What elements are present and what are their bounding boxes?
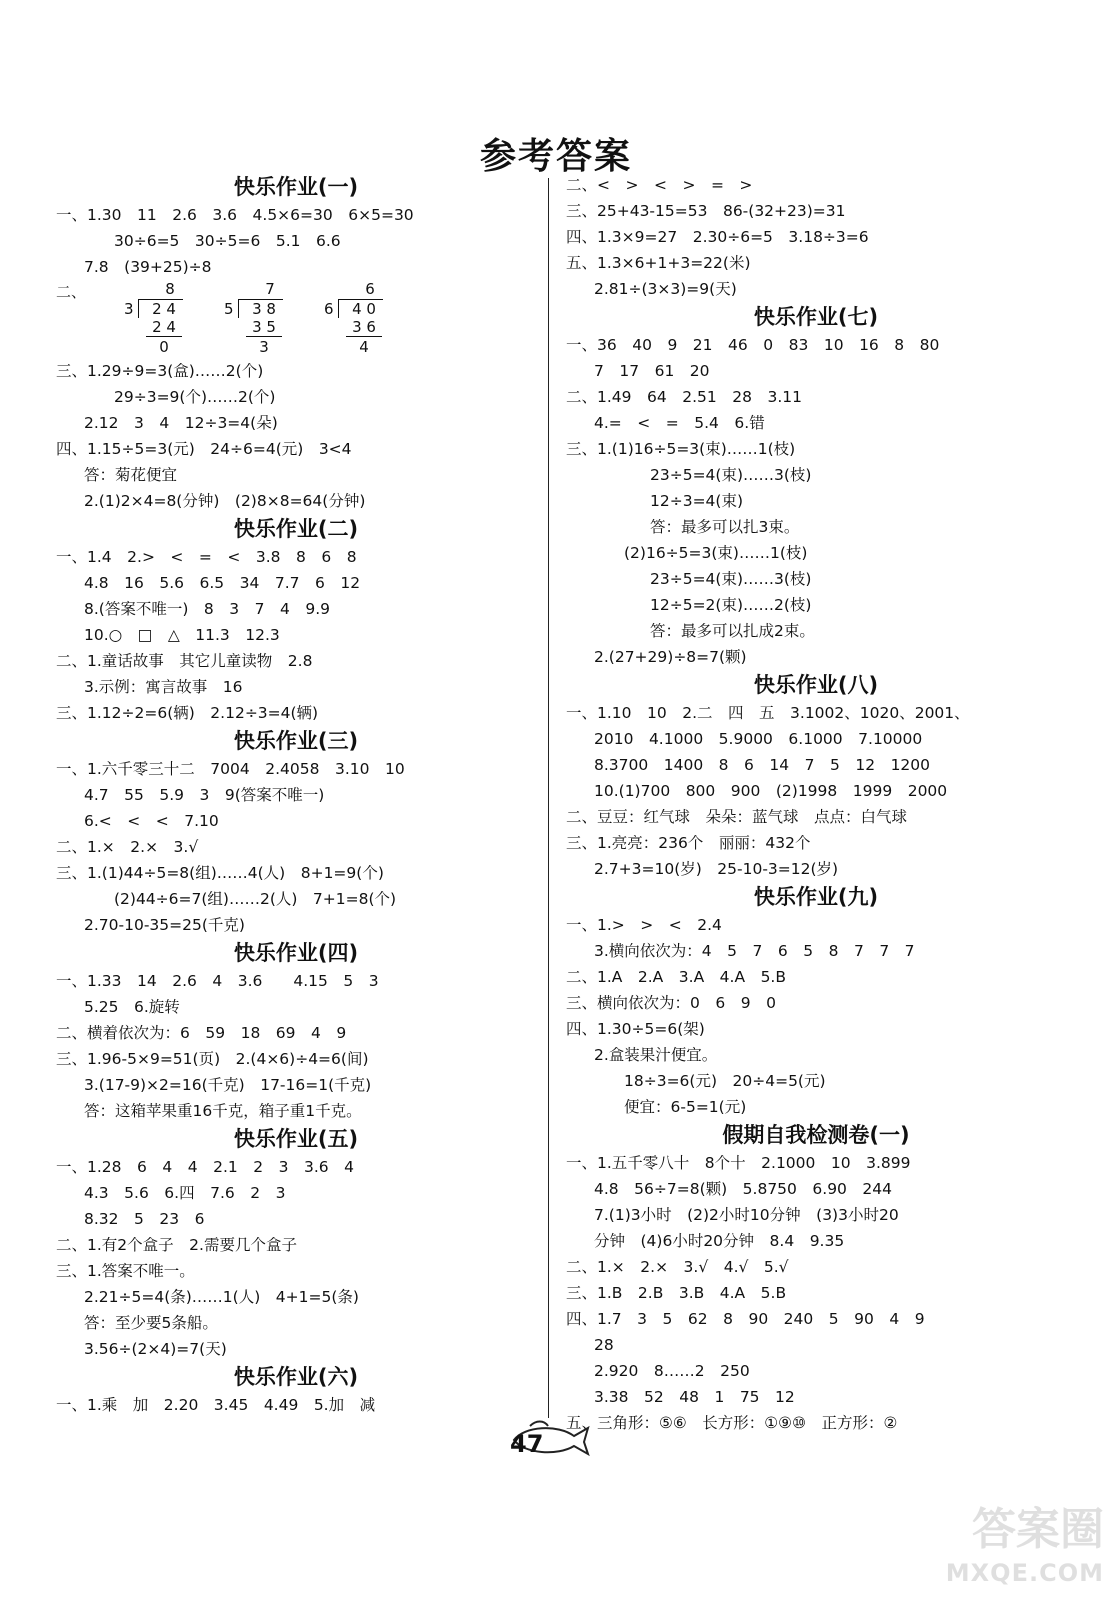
page-number: 47: [510, 1430, 544, 1458]
answer-line: 23÷5=4(束)……3(枝): [650, 466, 812, 484]
divisor: 5: [224, 300, 234, 318]
answer-line: 7.(1)3小时 (2)2小时10分钟 (3)3小时20: [594, 1206, 899, 1224]
answer-line: 4.8 56÷7=8(颗) 5.8750 6.90 244: [594, 1180, 892, 1198]
answer-line: 2.7+3=10(岁) 25-10-3=12(岁): [594, 860, 839, 878]
answer-line: 8.3700 1400 8 6 14 7 5 12 1200: [594, 756, 931, 774]
answer-line: 12÷3=4(束): [650, 492, 744, 510]
answer-line: 2.21÷5=4(条)……1(人) 4+1=5(条): [84, 1288, 359, 1306]
answer-line: 一、1.五千零八十 8个十 2.1000 10 3.899: [566, 1154, 911, 1172]
answer-line: 二、1.× 2.× 3.√: [56, 838, 199, 856]
answer-line: 3.(17-9)×2=16(千克) 17-16=1(千克): [84, 1076, 372, 1094]
answer-line: 一、1.10 10 2.二 四 五 3.1002、1020、2001、: [566, 704, 970, 722]
answer-line: 3.横向依次为：4 5 7 6 5 8 7 7 7: [594, 942, 915, 960]
answer-line: 三、1.B 2.B 3.B 4.A 5.B: [566, 1284, 787, 1302]
answer-line: 29÷3=9(个)……2(个): [114, 388, 276, 406]
section-heading: 快乐作业(一): [233, 175, 359, 199]
left-column: [56, 172, 536, 1418]
remainder: 3: [259, 338, 269, 356]
answer-line: 8.32 5 23 6: [84, 1210, 205, 1228]
answer-line: 二、豆豆：红气球 朵朵：蓝气球 点点：白气球: [566, 808, 908, 826]
answer-line: 三、1.答案不唯一。: [56, 1262, 195, 1280]
section-heading: 快乐作业(五): [233, 1127, 359, 1151]
answer-line: 五、1.3×6+1+3=22(米): [566, 254, 751, 272]
column-divider: [548, 178, 549, 1418]
section-heading: 快乐作业(六): [233, 1365, 359, 1389]
answer-line: 四、1.15÷5=3(元) 24÷6=4(元) 3<4: [56, 440, 352, 458]
answer-line: 二、1.A 2.A 3.A 4.A 5.B: [566, 968, 786, 986]
answer-line: 4.3 5.6 6.四 7.6 2 3: [84, 1184, 286, 1202]
dividend: 2 4: [152, 300, 176, 318]
divisor: 3: [124, 300, 134, 318]
answer-line: 2010 4.1000 5.9000 6.1000 7.10000: [594, 730, 923, 748]
divisor: 6: [324, 300, 334, 318]
answer-line: (2)16÷5=3(束)……1(枝): [624, 544, 808, 562]
answer-line: 23÷5=4(束)……3(枝): [650, 570, 812, 588]
long-division-block: [56, 280, 536, 358]
answer-line: 一、1.30 11 2.6 3.6 4.5×6=30 6×5=30: [56, 206, 414, 224]
answer-line: 三、1.亮亮：236个 丽丽：432个: [566, 834, 811, 852]
section-heading: 快乐作业(七): [753, 305, 879, 329]
answer-line: 三、横向依次为：0 6 9 0: [566, 994, 776, 1012]
answer-line: 30÷6=5 30÷5=6 5.1 6.6: [114, 232, 341, 250]
answer-line: 5.25 6.旋转: [84, 998, 180, 1016]
answer-line: 10.(1)700 800 900 (2)1998 1999 2000: [594, 782, 948, 800]
answer-line: 二、1.有2个盒子 2.需要几个盒子: [56, 1236, 297, 1254]
answer-line: 6.< < < 7.10: [84, 812, 219, 830]
answer-line: 28: [594, 1336, 614, 1354]
answer-line: 四、1.3×9=27 2.30÷6=5 3.18÷3=6: [566, 228, 869, 246]
answer-line: 便宜：6-5=1(元): [624, 1098, 747, 1116]
page-title: 参考答案: [479, 136, 632, 177]
answer-line: 二、1.童话故事 其它儿童读物 2.8: [56, 652, 313, 670]
product: 3 6: [346, 318, 382, 337]
answer-line: 三、1.(1)16÷5=3(束)……1(枝): [566, 440, 796, 458]
dividend: 4 0: [352, 300, 376, 318]
answer-line: 答：这箱苹果重16千克，箱子重1千克。: [84, 1102, 362, 1120]
answer-line: 2.81÷(3×3)=9(天): [594, 280, 737, 298]
section-heading: 快乐作业(二): [233, 517, 359, 541]
answer-line: 三、1.12÷2=6(辆) 2.12÷3=4(辆): [56, 704, 319, 722]
answer-line: 3.56÷(2×4)=7(天): [84, 1340, 227, 1358]
answer-line: 18÷3=6(元) 20÷4=5(元): [624, 1072, 826, 1090]
answer-line: 四、1.7 3 5 62 8 90 240 5 90 4 9: [566, 1310, 925, 1328]
answer-line: 2.(1)2×4=8(分钟) (2)8×8=64(分钟): [84, 492, 366, 510]
answer-line: 一、1.乘 加 2.20 3.45 4.49 5.加 减: [56, 1396, 376, 1414]
answer-line: 答：菊花便宜: [84, 466, 178, 484]
answer-line: 三、25+43-15=53 86-(32+23)=31: [566, 202, 846, 220]
watermark-logo: [934, 1502, 1104, 1594]
answer-line: 三、1.29÷9=3(盒)……2(个): [56, 362, 264, 380]
answer-line: 四、1.30÷5=6(架): [566, 1020, 705, 1038]
watermark-bottom: MXQE.COM: [945, 1559, 1104, 1587]
answer-line: 2.70-10-35=25(千克): [84, 916, 245, 934]
answer-line: 二、横着依次为：6 59 18 69 4 9: [56, 1024, 347, 1042]
quotient: 8: [165, 280, 175, 298]
long-division: [124, 280, 194, 358]
section-heading: 快乐作业(八): [753, 673, 879, 697]
answer-line: 12÷5=2(束)……2(枝): [650, 596, 812, 614]
answer-line: 二、< > < > = >: [566, 176, 753, 194]
answer-line: 2.盒装果汁便宜。: [594, 1046, 718, 1064]
answer-line: 答：最多可以扎3束。: [650, 518, 800, 536]
answer-line: 10.○ □ △ 11.3 12.3: [84, 626, 280, 644]
answer-line: 3.38 52 48 1 75 12: [594, 1388, 795, 1406]
answer-line: 8.(答案不唯一) 8 3 7 4 9.9: [84, 600, 330, 618]
answer-line: 2.12 3 4 12÷3=4(朵): [84, 414, 278, 432]
quotient: 6: [365, 280, 375, 298]
answer-line: 3.示例：寓言故事 16: [84, 678, 243, 696]
remainder: 0: [159, 338, 169, 356]
answer-line: (2)44÷6=7(组)……2(人) 7+1=8(个): [114, 890, 397, 908]
section-heading: 快乐作业(四): [233, 941, 359, 965]
answer-line: 分钟 (4)6小时20分钟 8.4 9.35: [594, 1232, 845, 1250]
section-heading: 快乐作业(三): [233, 729, 359, 753]
answer-line: 二、1.49 64 2.51 28 3.11: [566, 388, 802, 406]
answer-line: 一、1.33 14 2.6 4 3.6 4.15 5 3: [56, 972, 379, 990]
answer-line: 7 17 61 20: [594, 362, 710, 380]
answer-line: 答：至少要5条船。: [84, 1314, 218, 1332]
answer-line: 一、1.4 2.> < = < 3.8 8 6 8: [56, 548, 357, 566]
watermark-top: 答案圈: [972, 1504, 1104, 1555]
answer-line: 4.7 55 5.9 3 9(答案不唯一): [84, 786, 325, 804]
quotient: 7: [265, 280, 275, 298]
long-division: [324, 280, 394, 358]
section-label: 二、: [56, 283, 87, 301]
answer-line: 2.(27+29)÷8=7(颗): [594, 648, 747, 666]
remainder: 4: [359, 338, 369, 356]
long-division: [224, 280, 294, 358]
dividend: 3 8: [252, 300, 276, 318]
answer-line: 7.8 (39+25)÷8: [84, 258, 212, 276]
product: 3 5: [246, 318, 282, 337]
answer-line: 一、1.28 6 4 4 2.1 2 3 3.6 4: [56, 1158, 354, 1176]
answer-line: 一、1.> > < 2.4: [566, 916, 722, 934]
section-heading: 快乐作业(九): [753, 885, 879, 909]
answer-line: 2.920 8……2 250: [594, 1362, 750, 1380]
answer-line: 三、1.(1)44÷5=8(组)……4(人) 8+1=9(个): [56, 864, 384, 882]
right-column: [566, 172, 1066, 1436]
answer-line: 五、三角形：⑤⑥ 长方形：①⑨⑩ 正方形：②: [566, 1414, 898, 1432]
product: 2 4: [146, 318, 182, 337]
answer-line: 一、1.六千零三十二 7004 2.4058 3.10 10: [56, 760, 405, 778]
answer-line: 4.8 16 5.6 6.5 34 7.7 6 12: [84, 574, 361, 592]
section-heading: 假期自我检测卷(一): [722, 1123, 910, 1147]
answer-line: 三、1.96-5×9=51(页) 2.(4×6)÷4=6(间): [56, 1050, 369, 1068]
answer-line: 答：最多可以扎成2束。: [650, 622, 815, 640]
answer-line: 一、36 40 9 21 46 0 83 10 16 8 80: [566, 336, 940, 354]
answer-line: 二、1.× 2.× 3.√ 4.√ 5.√: [566, 1258, 789, 1276]
answer-line: 4.= < = 5.4 6.错: [594, 414, 765, 432]
